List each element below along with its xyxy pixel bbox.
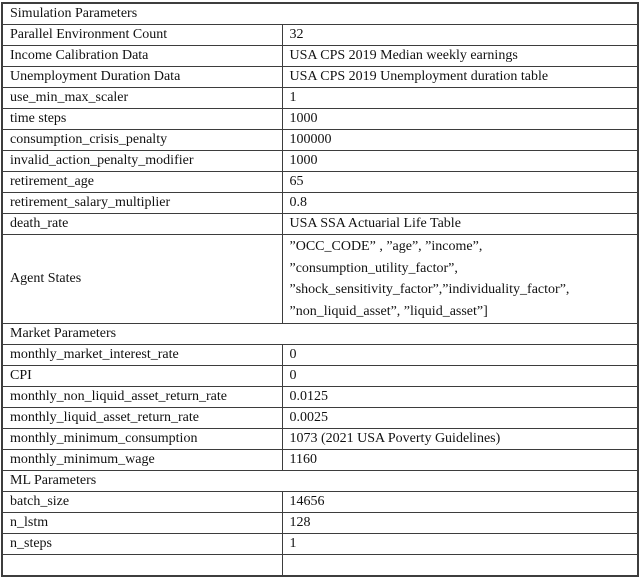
param-key-cell: use_min_max_scaler <box>2 88 282 109</box>
param-key-cell: Income Calibration Data <box>2 46 282 67</box>
param-key-cell: CPI <box>2 366 282 387</box>
table-row <box>2 88 638 109</box>
section-row <box>2 324 638 345</box>
param-value-cell: 0.0125 <box>282 387 638 408</box>
param-key-cell: batch_size <box>2 492 282 513</box>
param-value-cell: USA CPS 2019 Unemployment duration table <box>282 67 638 88</box>
table-row <box>2 214 638 235</box>
param-key-cell: retirement_age <box>2 172 282 193</box>
table-row <box>2 193 638 214</box>
param-key-cell: Unemployment Duration Data <box>2 67 282 88</box>
param-value-cell: 14656 <box>282 492 638 513</box>
param-value-cell: 1160 <box>282 450 638 471</box>
param-key-cell: monthly_minimum_wage <box>2 450 282 471</box>
param-value-cell: 32 <box>282 25 638 46</box>
table-row <box>2 172 638 193</box>
param-key-cell: Agent States <box>2 235 282 324</box>
param-value-cell: 1000 <box>282 151 638 172</box>
parameters-table <box>1 2 639 577</box>
table-row <box>2 534 638 555</box>
table-row <box>2 25 638 46</box>
param-key-cell: n_steps <box>2 534 282 555</box>
table-row <box>2 366 638 387</box>
table-row <box>2 46 638 67</box>
table-row <box>2 408 638 429</box>
table-row <box>2 235 638 324</box>
param-value-cell: 1 <box>282 534 638 555</box>
param-value-cell: 0 <box>282 345 638 366</box>
param-key-cell: monthly_liquid_asset_return_rate <box>2 408 282 429</box>
section-header-cell: Market Parameters <box>2 324 638 345</box>
table-row <box>2 429 638 450</box>
param-key-cell: invalid_action_penalty_modifier <box>2 151 282 172</box>
param-value-cell: USA CPS 2019 Median weekly earnings <box>282 46 638 67</box>
param-value-cell: 100000 <box>282 130 638 151</box>
table-row <box>2 151 638 172</box>
param-value-cell: USA SSA Actuarial Life Table <box>282 214 638 235</box>
table-row <box>2 130 638 151</box>
table-row <box>2 513 638 534</box>
table-row <box>2 109 638 130</box>
table-row <box>2 492 638 513</box>
section-header-cell: Simulation Parameters <box>2 3 638 25</box>
param-value-cell: 128 <box>282 513 638 534</box>
section-row <box>2 471 638 492</box>
param-key-cell: Parallel Environment Count <box>2 25 282 46</box>
table-body <box>2 3 638 576</box>
table-row <box>2 67 638 88</box>
table-row <box>2 555 638 577</box>
param-key-cell: n_lstm <box>2 513 282 534</box>
param-value-cell: 65 <box>282 172 638 193</box>
param-key-cell: death_rate <box>2 214 282 235</box>
param-value-cell: 0.0025 <box>282 408 638 429</box>
param-value-cell: 0.8 <box>282 193 638 214</box>
param-value-cell: ”OCC_CODE” , ”age”, ”income”, ”consumption_utility_factor”, ”shock_sensitivity_factor”,”individuality_factor”, ”non_liquid_asset”, ”liquid_asset”] <box>282 235 638 324</box>
param-key-cell: monthly_market_interest_rate <box>2 345 282 366</box>
param-key-cell: time steps <box>2 109 282 130</box>
param-value-cell: 1 <box>282 88 638 109</box>
param-key-cell <box>2 555 282 577</box>
section-row <box>2 3 638 25</box>
param-value-cell: 1000 <box>282 109 638 130</box>
param-value-cell: 0 <box>282 366 638 387</box>
table-row <box>2 450 638 471</box>
table-row <box>2 345 638 366</box>
table-row <box>2 387 638 408</box>
param-key-cell: monthly_minimum_consumption <box>2 429 282 450</box>
param-value-cell <box>282 555 638 577</box>
param-key-cell: retirement_salary_multiplier <box>2 193 282 214</box>
section-header-cell: ML Parameters <box>2 471 638 492</box>
param-key-cell: consumption_crisis_penalty <box>2 130 282 151</box>
param-key-cell: monthly_non_liquid_asset_return_rate <box>2 387 282 408</box>
param-value-cell: 1073 (2021 USA Poverty Guidelines) <box>282 429 638 450</box>
